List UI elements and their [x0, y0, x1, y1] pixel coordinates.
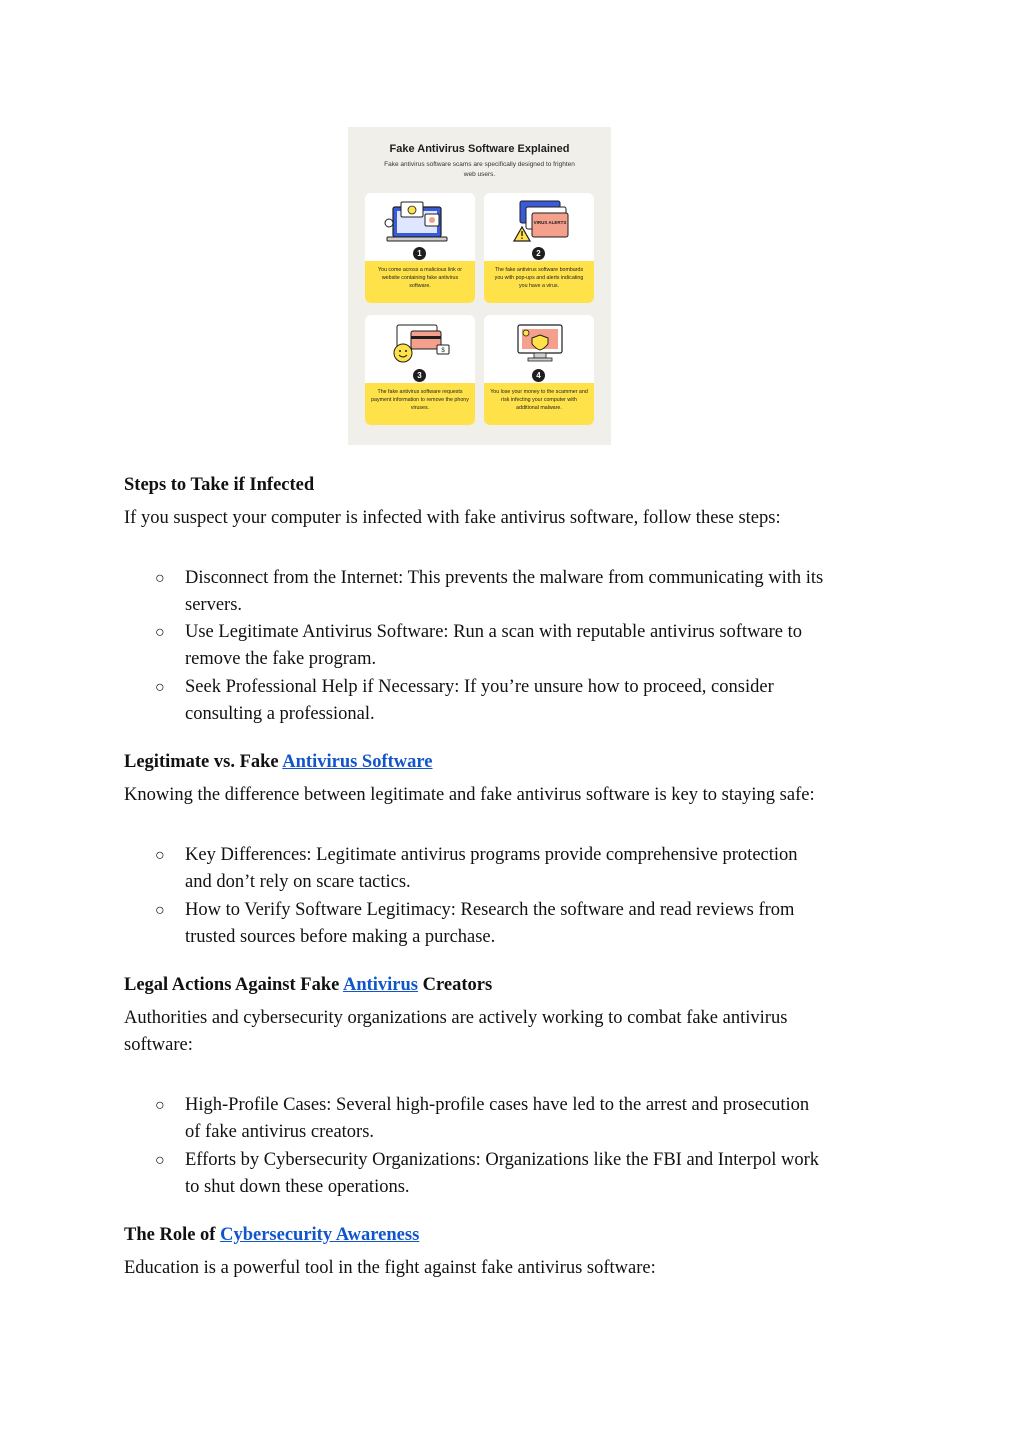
step-caption: You come across a malicious link or website containing fake antivirus software.: [365, 261, 475, 303]
list-item-text: Key Differences: Legitimate antivirus programs provide comprehensive protection: [185, 845, 798, 865]
step-caption: You lose your money to the scammer and risk infecting your computer with additional malware.: [484, 383, 594, 425]
popup-alerts-icon: [484, 193, 594, 253]
section-intro: Education is a powerful tool in the fight against fake antivirus software:: [124, 1258, 656, 1278]
infographic-subtitle: Fake antivirus software scams are specifically designed to frighten web users.: [384, 161, 575, 178]
antivirus-link[interactable]: Antivirus: [342, 975, 418, 995]
list-item-text: Disconnect from the Internet: This prevents the malware from communicating with its: [185, 568, 824, 588]
list-item-text: remove the fake program.: [185, 649, 377, 669]
list-item-text: Seek Professional Help if Necessary: If you’re unsure how to proceed, consider: [185, 677, 774, 697]
section-heading: [124, 472, 904, 499]
bullet-marker: ○: [155, 570, 165, 587]
list-item-text: Use Legitimate Antivirus Software: Run a scan with reputable antivirus software to: [185, 622, 803, 642]
list-item-text: to shut down these operations.: [185, 1177, 410, 1197]
list-item-text: servers.: [185, 595, 243, 615]
section-heading: [124, 972, 904, 999]
list-item-text: trusted sources before making a purchase.: [185, 927, 496, 947]
bullet-marker: ○: [155, 679, 165, 696]
bullet-marker: ○: [155, 624, 165, 641]
bullet-marker: ○: [155, 902, 165, 919]
list-item-text: How to Verify Software Legitimacy: Research the software and read reviews from: [185, 900, 795, 920]
infographic-card-3: [365, 315, 475, 425]
step-caption: The fake antivirus software requests payment information to remove the phony viruses.: [365, 383, 475, 425]
alert-label: VIRUS ALERTS: [533, 220, 567, 225]
heading-text: Legal Actions Against Fake: [124, 975, 343, 995]
infographic-card-2: [484, 193, 594, 303]
payment-request-icon: [365, 315, 475, 375]
bullet-marker: ○: [155, 1097, 165, 1114]
step-number: 2: [532, 247, 545, 260]
bullet-marker: ○: [155, 1152, 165, 1169]
step-number: 3: [413, 369, 426, 382]
section-intro: Knowing the difference between legitimate and fake antivirus software is key to staying safe:: [124, 785, 815, 805]
step-caption: The fake antivirus software bombards you with pop-ups and alerts indicating you have a virus.: [484, 261, 594, 303]
intro-text: Authorities and cybersecurity organizations are actively working to combat fake antivirus: [124, 1008, 788, 1028]
infographic-title: Fake Antivirus Software Explained: [389, 143, 570, 155]
section-intro: If you suspect your computer is infected with fake antivirus software, follow these steps:: [124, 508, 781, 528]
laptop-malware-icon: [365, 193, 475, 253]
step-number: 4: [532, 369, 545, 382]
heading-text: The Role of: [124, 1225, 221, 1245]
section-heading: [124, 1222, 904, 1249]
infographic-card-1: [365, 193, 475, 303]
svg-text:$: $: [441, 348, 445, 354]
intro-text: software:: [124, 1035, 193, 1055]
heading-text: Steps to Take if Infected: [124, 475, 315, 495]
list-item-text: consulting a professional.: [185, 704, 375, 724]
list-item-text: High-Profile Cases: Several high-profile cases have led to the arrest and prosecution: [185, 1095, 810, 1115]
section-intro: [124, 1005, 904, 1059]
step-number: 1: [413, 247, 426, 260]
list-item-text: of fake antivirus creators.: [185, 1122, 375, 1142]
infographic-card-4: [484, 315, 594, 425]
section-heading: [124, 749, 904, 776]
bullet-marker: ○: [155, 847, 165, 864]
heading-text: Creators: [418, 975, 493, 995]
infographic-figure: [348, 127, 611, 445]
list-item-text: and don’t rely on scare tactics.: [185, 872, 411, 892]
antivirus-software-link[interactable]: Antivirus Software: [282, 752, 433, 772]
heading-text: Legitimate vs. Fake: [124, 752, 283, 772]
list-item-text: Efforts by Cybersecurity Organizations: Organizations like the FBI and Interpol work: [185, 1150, 820, 1170]
cybersecurity-awareness-link[interactable]: Cybersecurity Awareness: [220, 1225, 420, 1245]
infected-computer-icon: [484, 315, 594, 375]
